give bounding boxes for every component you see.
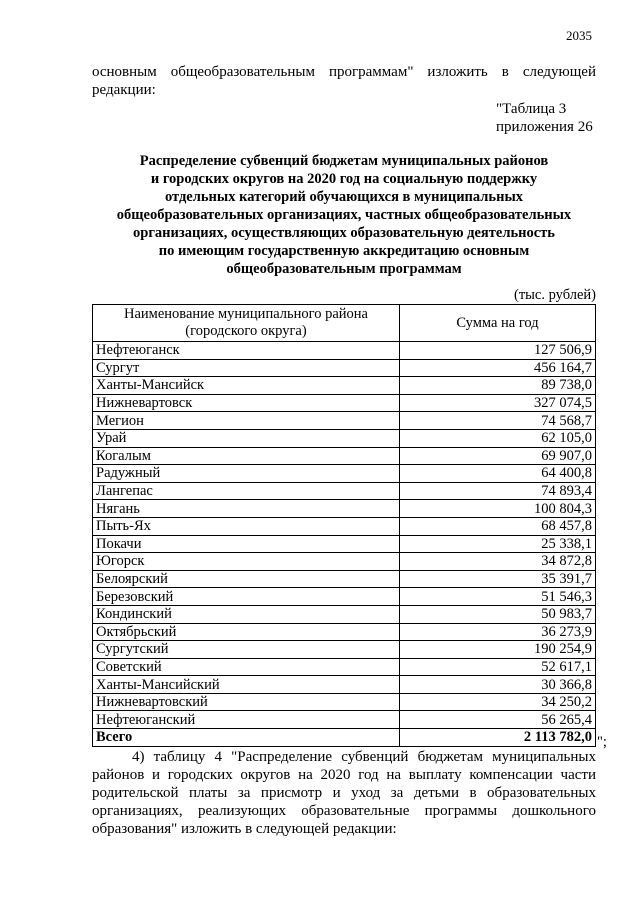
table-end-mark: ";: [597, 734, 607, 750]
district-name-cell: Покачи: [93, 535, 400, 553]
title-line: общеобразовательных организациях, частных общеобразовательных: [116, 207, 572, 223]
district-name-cell: Сургутский: [93, 641, 400, 659]
table-row: [93, 447, 596, 465]
annual-sum-cell: 100 804,3: [400, 500, 596, 518]
annual-sum-cell: 74 568,7: [400, 412, 596, 430]
table-row: [93, 500, 596, 518]
table-row: [93, 623, 596, 641]
units-label: (тыс. рублей): [514, 287, 596, 303]
title-line: организациях, осуществляющих образовательную деятельность: [133, 225, 555, 241]
annual-sum-cell: 190 254,9: [400, 641, 596, 659]
title-line: и городских округов на 2020 год на социальную поддержку: [150, 171, 538, 187]
table-row: [93, 535, 596, 553]
district-name-cell: Нижневартовский: [93, 693, 400, 711]
annual-sum-cell: 456 164,7: [400, 359, 596, 377]
header-name: Наименование муниципального района (городского округа): [93, 305, 400, 342]
district-name-cell: Кондинский: [93, 605, 400, 623]
intro-paragraph: [92, 63, 596, 99]
title-line: отдельных категорий обучающихся в муниципальных: [164, 189, 524, 205]
table-row: [93, 377, 596, 395]
table-row: [93, 658, 596, 676]
district-name-cell: Ханты-Мансийский: [93, 676, 400, 694]
table-row: [93, 693, 596, 711]
annual-sum-cell: 327 074,5: [400, 394, 596, 412]
annual-sum-cell: 127 506,9: [400, 342, 596, 360]
table-row: [93, 482, 596, 500]
table-row: [93, 465, 596, 483]
total-label-cell: Всего: [93, 729, 400, 747]
table-row: [93, 676, 596, 694]
table-header-row: [93, 305, 596, 342]
annual-sum-cell: 30 366,8: [400, 676, 596, 694]
table-row: [93, 711, 596, 729]
district-name-cell: Советский: [93, 658, 400, 676]
district-name-cell: Урай: [93, 429, 400, 447]
intro-line-1: основным общеобразовательным программам" изложить в следующей: [92, 64, 596, 80]
district-name-cell: Радужный: [93, 465, 400, 483]
annual-sum-cell: 34 250,2: [400, 693, 596, 711]
district-name-cell: Нягань: [93, 500, 400, 518]
subvention-table: [92, 304, 596, 747]
title-line: Распределение субвенций бюджетам муниципальных районов: [139, 153, 549, 169]
district-name-cell: Белоярский: [93, 570, 400, 588]
district-name-cell: Березовский: [93, 588, 400, 606]
annual-sum-cell: 89 738,0: [400, 377, 596, 395]
table-row: [93, 394, 596, 412]
annual-sum-cell: 52 617,1: [400, 658, 596, 676]
district-name-cell: Ханты-Мансийск: [93, 377, 400, 395]
intro-line-2: редакции:: [92, 82, 156, 98]
annual-sum-cell: 51 546,3: [400, 588, 596, 606]
table-row: [93, 342, 596, 360]
district-name-cell: Югорск: [93, 553, 400, 571]
total-row: [93, 729, 596, 747]
total-sum-cell: 2 113 782,0: [400, 729, 596, 747]
table-row: [93, 429, 596, 447]
annual-sum-cell: 64 400,8: [400, 465, 596, 483]
table-row: [93, 359, 596, 377]
table-row: [93, 605, 596, 623]
district-name-cell: Октябрьский: [93, 623, 400, 641]
title-line: общеобразовательным программам: [226, 261, 462, 277]
district-name-cell: Пыть-Ях: [93, 517, 400, 535]
annual-sum-cell: 56 265,4: [400, 711, 596, 729]
table-row: [93, 412, 596, 430]
table-row: [93, 641, 596, 659]
header-sum: Сумма на год: [400, 305, 596, 342]
table-reference: [496, 100, 593, 136]
annual-sum-cell: 68 457,8: [400, 517, 596, 535]
table-body: [93, 342, 596, 747]
annual-sum-cell: 25 338,1: [400, 535, 596, 553]
paragraph-4: 4) таблицу 4 "Распределение субвенций бюджетам муниципальных районов и городских округов на 2020 год на выплату компенсации части родительской платы за присмотр и уход за детьми в образовательных организациях, реализующих образовательные программы дошкольного образования" изложить в следующей редакции:: [92, 749, 596, 837]
district-name-cell: Нефтеюганск: [93, 342, 400, 360]
page-number: 2035: [566, 28, 592, 43]
table-row: [93, 553, 596, 571]
table-row: [93, 517, 596, 535]
table-row: [93, 588, 596, 606]
table-reference-line-2: приложения 26: [496, 119, 593, 135]
annual-sum-cell: 35 391,7: [400, 570, 596, 588]
annual-sum-cell: 34 872,8: [400, 553, 596, 571]
district-name-cell: Лангепас: [93, 482, 400, 500]
table-reference-line-1: "Таблица 3: [496, 101, 567, 117]
title-line: по имеющим государственную аккредитацию основным: [158, 243, 530, 259]
table-row: [93, 570, 596, 588]
district-name-cell: Сургут: [93, 359, 400, 377]
annual-sum-cell: 50 983,7: [400, 605, 596, 623]
annual-sum-cell: 74 893,4: [400, 482, 596, 500]
annual-sum-cell: 36 273,9: [400, 623, 596, 641]
annual-sum-cell: 62 105,0: [400, 429, 596, 447]
document-title: [92, 152, 596, 278]
district-name-cell: Когалым: [93, 447, 400, 465]
district-name-cell: Мегион: [93, 412, 400, 430]
district-name-cell: Нефтеюганский: [93, 711, 400, 729]
annual-sum-cell: 69 907,0: [400, 447, 596, 465]
district-name-cell: Нижневартовск: [93, 394, 400, 412]
